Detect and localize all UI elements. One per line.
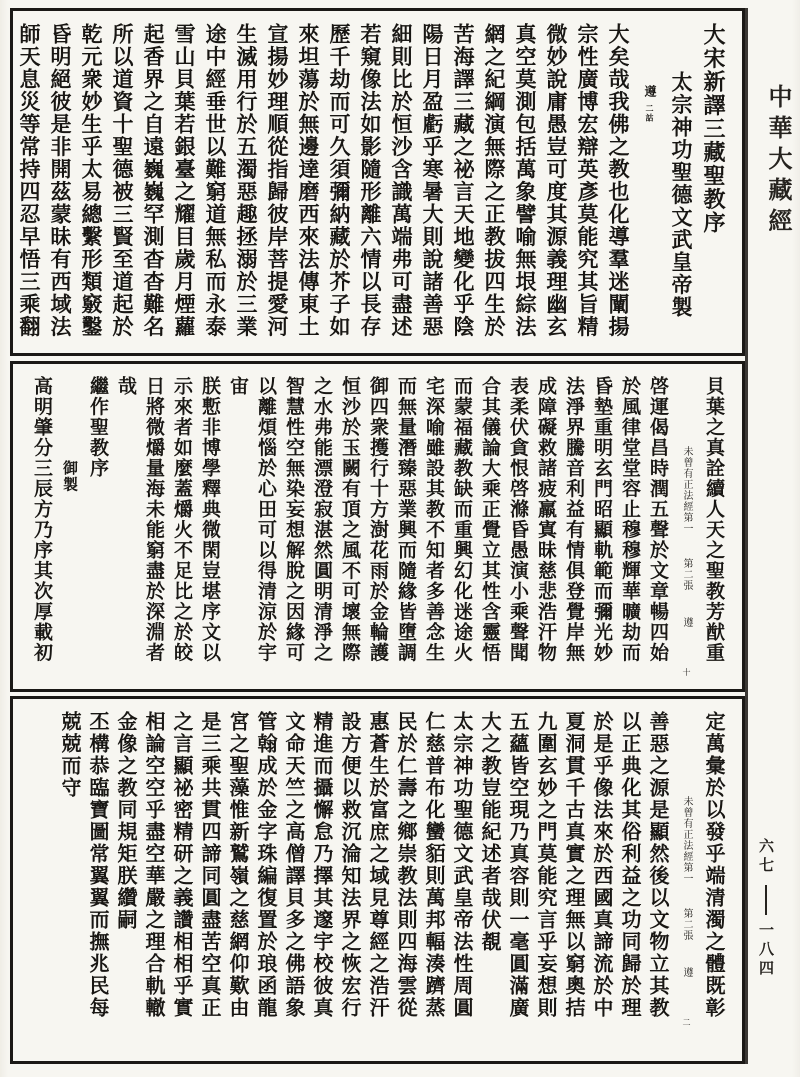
text-column: 宗性廣博宏辯英彥莫能究其旨精 (575, 23, 600, 338)
text-column: 以離煩惱於心田可以得清涼於宇宙 (227, 376, 277, 663)
text-column: 大宋新譯三藏聖教序 (700, 23, 726, 235)
annotation-segment: 第二張 (681, 908, 692, 941)
text-column: 設方便以救沉淪知法界之恢宏行 (338, 711, 362, 1019)
text-column: 管翰成於金字珠編復置於琅函龍 (254, 711, 278, 1019)
dash-line (765, 885, 767, 915)
text-column: 五蘊皆空現乃真容則一毫圓滿廣 (506, 711, 530, 1019)
text-column: 宮之聖藻惟新鷲嶺之慈網仰歎由 (226, 711, 250, 1019)
text-column: 民於仁壽之鄉崇教法則四海雲從 (394, 711, 418, 1019)
text-column: 來坦蕩於無邊達磨西來法傳東土 (296, 23, 321, 338)
text-column: 哉 (115, 376, 137, 397)
text-column: 而無量潛臻惡業興而隨緣皆墮調 (395, 376, 417, 663)
annotation-segment: 第二張 (681, 558, 692, 591)
text-column: 大矣哉我佛之教也化導羣迷闡揚 (606, 23, 631, 338)
annotation-segment: 未曾有正法經第一 (681, 796, 692, 884)
page-number (756, 838, 777, 979)
text-column: 繼作聖教序 (87, 376, 109, 479)
text-column: 細則比於恒沙含識萬端弗可盡述 (389, 23, 414, 338)
text-column: 善惡之源是顯然後以文物立其教 (646, 711, 670, 1019)
text-column: 真空莫測包括萬象譬喻無垠綜法 (513, 23, 538, 338)
text-column: 九圍玄妙之門莫能究言乎妄想則 (534, 711, 558, 1019)
text-column: 苦海譯三藏之祕言天地變化乎陰 (451, 23, 476, 338)
annotation-segment: 遵 (681, 617, 692, 628)
text-column: 精進而攝懈怠乃擇其邃宇校彼真 (310, 711, 334, 1019)
text-column: 太宗神功聖德文武皇帝法性周圓 (450, 711, 474, 1019)
text-column: 定萬彙於以發乎端清濁之體既彰 (702, 711, 726, 1019)
text-column: 御四衆擭行十方澍花雨於金輪護 (367, 376, 389, 663)
text-column: 起香界之自遠巍巍罕測杳杳難名 (141, 23, 166, 338)
text-column: 示來者如麼蓋爝火不足比之於皎 (171, 376, 193, 663)
text-column: 若窺像法如影隨形離六情以長存 (358, 23, 383, 338)
text-column: 貝葉之真詮續人天之聖教芳猷重 (703, 376, 725, 663)
text-column: 雪山貝葉若銀臺之耀目歲月煙蘿 (172, 23, 197, 338)
text-column: 宅深喻雖設其教不知者多善念生 (423, 376, 445, 663)
text-column: 丕構恭臨寶圖常翼翼而撫兆民每 (86, 711, 110, 1019)
text-column: 生滅用行於五濁惡趣拯溺於三業 (234, 23, 259, 338)
text-column: 兢兢而守 (58, 711, 82, 799)
text-panel-shengjiaoxu-continued (10, 361, 745, 692)
annotation-segment: 未曾有正法經第一 (681, 446, 692, 534)
text-column: 成障礙救諸疲羸寘昧慈悲浩汗物 (535, 376, 557, 663)
text-column: 宣揚妙理順從指歸彼岸菩提愛河 (265, 23, 290, 338)
text-column: 陽日月盈虧乎寒暑大則說諸善惡 (420, 23, 445, 338)
text-column: 表柔伏貪恨啓滌昏愚演小乘聲聞 (507, 376, 529, 663)
sheet-annotation (672, 711, 700, 1049)
text-column: 網之紀綱演無際之正教拔四生於 (482, 23, 507, 338)
annotation-segment: 十 (682, 668, 691, 677)
sheet-annotation (672, 376, 700, 677)
text-column: 所以道資十聖德被三賢至道起於 (110, 23, 135, 338)
text-column: 以正典化其俗利益之功同歸於理 (618, 711, 642, 1019)
text-column: 太宗神功聖德文武皇帝製遵二詁 (634, 23, 697, 341)
volume-number: 六七 (757, 838, 775, 876)
text-column: 昏墊重明玄門昭顯軌範而彌光妙 (591, 376, 613, 663)
text-column: 朕慙非博學釋典微閑豈堪序文以 (199, 376, 221, 663)
text-column: 高明肇分三辰方乃序其次厚載初 (31, 376, 53, 663)
text-column: 昏明絕彼是非開茲蒙昧有西域法 (48, 23, 73, 338)
text-column: 仁慈普布化蠻貊則萬邦輻湊躋蒸 (422, 711, 446, 1019)
text-column: 夏洞貫千古真實之理無以窮奧拮 (562, 711, 586, 1019)
margin-divider-line (745, 8, 748, 1064)
text-column: 日將微爝量海未能窮盡於深淵者 (143, 376, 165, 663)
text-column: 之水弗能漂澄寂湛然圓明清淨之 (311, 376, 333, 663)
canon-title: 中華大藏經 (764, 84, 793, 239)
text-column: 途中經垂世以難窮道無私而永泰 (203, 23, 228, 338)
text-column: 智慧性空無染妄想解脫之因緣可 (283, 376, 305, 663)
text-column: 於是乎像法來於西國真諦流於中 (590, 711, 614, 1019)
text-column: 大之教豈能紀述者哉伏覩 (478, 711, 502, 953)
text-column: 而蒙福藏教缺而重興幻化迷途火 (451, 376, 473, 663)
text-column: 法淨界騰音利益有情俱登覺岸無 (563, 376, 585, 663)
text-column: 御製 (61, 460, 79, 493)
text-column: 之言顯祕密精研之義讚相相乎實 (170, 711, 194, 1019)
text-column: 相論空空乎盡空華嚴之理合軌轍 (142, 711, 166, 1019)
text-column: 師天息災等常持四忍早悟三乘翻 (17, 23, 42, 338)
annotation-segment: 遵 (681, 967, 692, 978)
text-column: 恒沙於玉闕有頂之風不可壞無際 (339, 376, 361, 663)
text-column: 微妙說庸愚豈可度其源義理幽玄 (544, 23, 569, 338)
text-column: 於風律堂堂容止穆穆輝華曠劫而 (619, 376, 641, 663)
text-panel-shengjiaoxu (10, 8, 745, 356)
page-number-value: 一八四 (757, 922, 775, 979)
text-panel-jizuo-shengjiaoxu (10, 696, 745, 1064)
text-column: 是三乘共貫四諦同圓盡苦空真正 (198, 711, 222, 1019)
text-column: 惠蒼生於富庶之域見尊經之浩汗 (366, 711, 390, 1019)
text-column: 啓運偈昌時潤五聲於文章暢四始 (647, 376, 669, 663)
annotation-segment: 二 (682, 1018, 691, 1027)
text-column: 歷千劫而可久須彌納藏於芥子如 (327, 23, 352, 338)
annotation-segment: 遵 (643, 85, 657, 99)
text-column: 文命天竺之高僧譯貝多之佛語象 (282, 711, 306, 1019)
text-column: 乾元衆妙生乎太易總繫形類竅鑿 (79, 23, 104, 338)
text-column: 金像之教同規矩朕纘嗣 (114, 711, 138, 931)
text-column: 合其儀論大乘正覺立其性含靈悟 (479, 376, 501, 663)
annotation-segment: 二詁 (645, 103, 655, 123)
